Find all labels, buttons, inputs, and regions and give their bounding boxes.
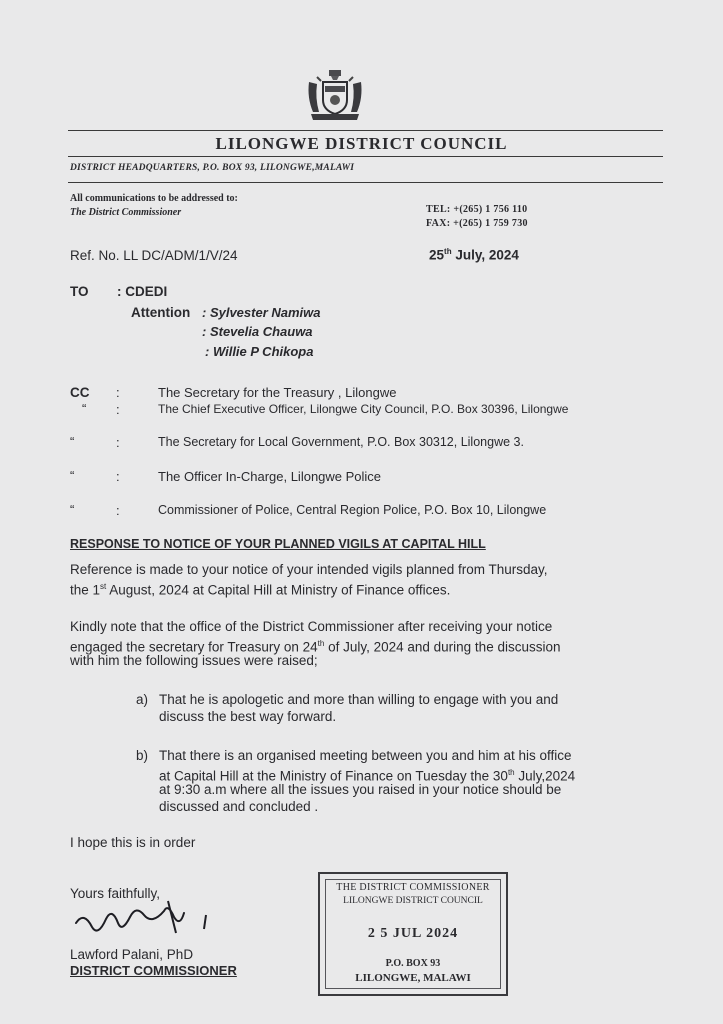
signoff: Yours faithfully,: [70, 886, 161, 901]
middle-rule: [68, 156, 663, 157]
stamp-text: THE DISTRICT COMMISSIONER: [336, 882, 490, 893]
stamp-text: LILONGWE DISTRICT COUNCIL: [343, 896, 483, 906]
cc-colon: :: [116, 435, 120, 450]
attention-name: : Sylvester Namiwa: [202, 305, 321, 320]
bottom-rule: [68, 182, 663, 183]
cc-entry: The Chief Executive Officer, Lilongwe City Council, P.O. Box 30396, Lilongwe: [158, 402, 569, 416]
letter-date: 25th July, 2024: [429, 247, 519, 263]
paragraph-line: engaged the secretary for Treasury on 24th of July, 2024 and during the discussion: [70, 639, 561, 655]
coat-of-arms-emblem: [303, 68, 367, 124]
paragraph-line: Kindly note that the office of the District Commissioner after receiving your notice: [70, 619, 553, 634]
cc-entry: The Officer In-Charge, Lilongwe Police: [158, 469, 382, 484]
cc-ditto-mark: “: [70, 434, 75, 449]
top-rule: [68, 130, 663, 131]
attention-name: : Willie P Chikopa: [205, 344, 314, 359]
cc-colon: :: [116, 402, 120, 417]
list-marker: a): [136, 692, 149, 707]
list-item-line: discuss the best way forward.: [159, 709, 337, 724]
attention-name: : Stevelia Chauwa: [202, 324, 313, 339]
signatory-title: DISTRICT COMMISSIONER: [70, 963, 237, 978]
list-item-line: That he is apologetic and more than willing to engage with you and: [159, 692, 559, 707]
letter-subject: RESPONSE TO NOTICE OF YOUR PLANNED VIGILS AT CAPITAL HILL: [70, 537, 486, 551]
paragraph-line: with him the following issues were raised;: [70, 653, 318, 668]
council-name: LILONGWE DISTRICT COUNCIL: [215, 134, 508, 153]
fax-number: FAX: +(265) 1 759 730: [426, 218, 528, 229]
telephone-number: TEL: +(265) 1 756 110: [426, 204, 528, 215]
cc-colon: :: [116, 503, 120, 518]
list-item-line: at 9:30 a.m where all the issues you raised in your notice should be: [159, 782, 562, 797]
stamp-date: 2 5 JUL 2024: [367, 926, 459, 941]
headquarters-address: DISTRICT HEADQUARTERS, P.O. BOX 93, LILONGWE,MALAWI: [70, 163, 355, 173]
cc-entry: Commissioner of Police, Central Region Police, P.O. Box 10, Lilongwe: [158, 503, 547, 517]
closing-line: I hope this is in order: [70, 835, 196, 850]
cc-entry: The Secretary for Local Government, P.O. Box 30312, Lilongwe 3.: [158, 435, 524, 449]
list-marker: b): [136, 748, 149, 763]
stamp-text: P.O. BOX 93: [385, 958, 441, 969]
stamp-text: LILONGWE, MALAWI: [355, 972, 471, 984]
to-recipient: : CDEDI: [117, 284, 168, 299]
comms-addressee: The District Commissioner: [70, 207, 182, 218]
list-item-line: discussed and concluded .: [159, 799, 319, 814]
list-item-line: at Capital Hill at the Ministry of Finance on Tuesday the 30th July,2024: [159, 768, 576, 784]
list-item-line: That there is an organised meeting between you and him at his office: [159, 748, 572, 763]
reference-number: Ref. No. LL DC/ADM/1/V/24: [70, 248, 238, 263]
cc-ditto-mark: “: [82, 401, 87, 416]
cc-colon: :: [116, 385, 120, 400]
cc-label: CC: [70, 385, 90, 400]
to-label: TO: [70, 284, 89, 299]
attention-label: Attention: [131, 305, 191, 320]
paragraph-line: the 1st August, 2024 at Capital Hill at Ministry of Finance offices.: [70, 582, 451, 598]
official-stamp: [318, 872, 508, 996]
cc-ditto-mark: “: [70, 468, 75, 483]
cc-entry: The Secretary for the Treasury , Lilongwe: [158, 385, 397, 400]
handwritten-signature: [72, 893, 222, 943]
cc-ditto-mark: “: [70, 502, 75, 517]
comms-instruction: All communications to be addressed to:: [70, 193, 238, 204]
signatory-name: Lawford Palani, PhD: [70, 947, 194, 962]
cc-colon: :: [116, 469, 120, 484]
paragraph-line: Reference is made to your notice of your intended vigils planned from Thursday,: [70, 562, 548, 577]
